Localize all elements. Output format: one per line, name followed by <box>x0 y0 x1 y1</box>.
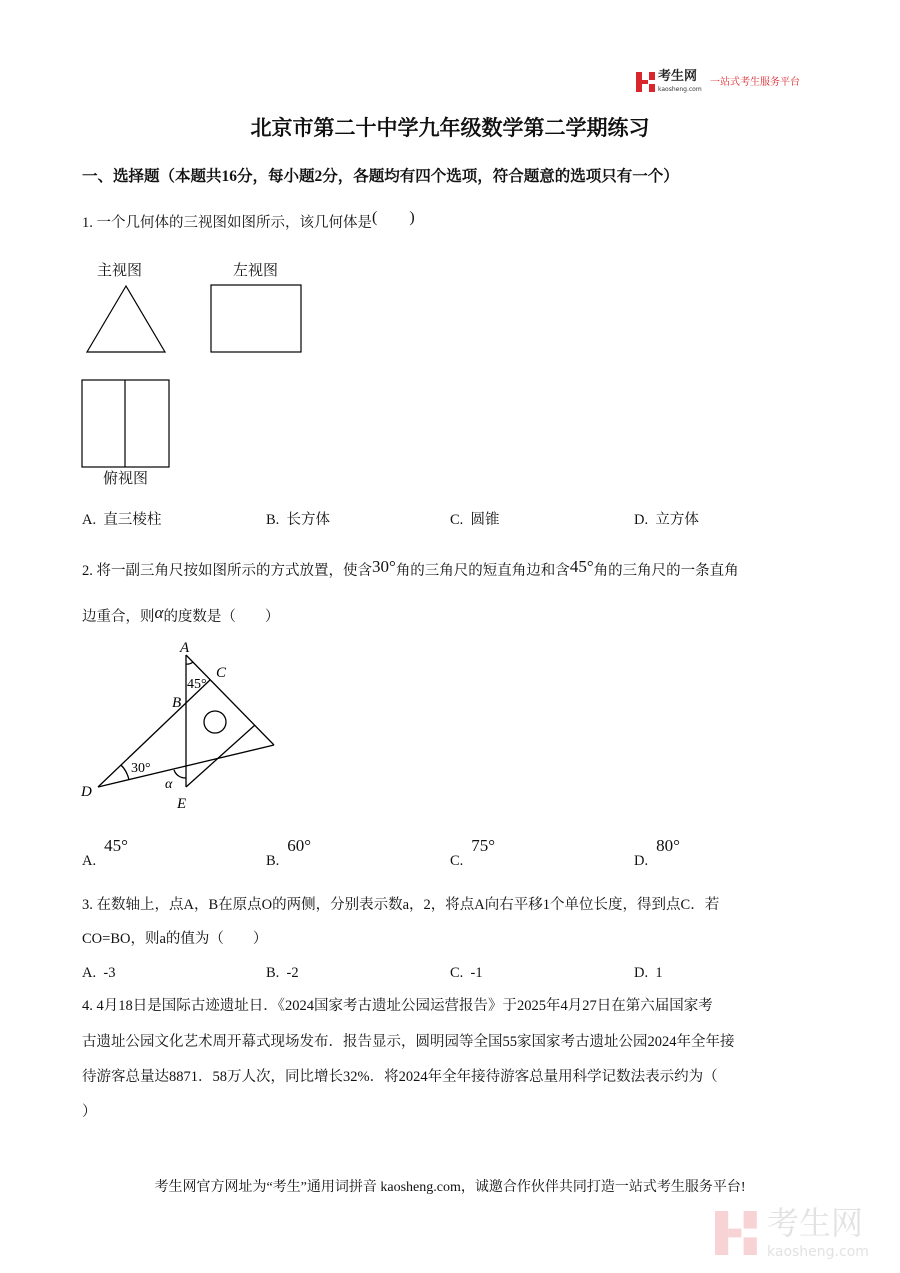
q4-line2: 古遗址公园文化艺术周开幕式现场发布．报告显示，圆明园等全国55家国家考古遗址公园2024年全年接 <box>82 1034 735 1050</box>
ruler-hole <box>204 711 226 733</box>
angle-arc-45 <box>186 662 193 664</box>
q4-line4: ） <box>82 1104 97 1120</box>
label-e: E <box>177 796 187 812</box>
edge-e-side <box>186 725 255 787</box>
front-view-label: 主视图 <box>97 263 143 279</box>
label-30: 30° <box>131 761 151 776</box>
q2-text-c: 角的三角尺的一条直角 <box>593 563 739 579</box>
q4-line3: 待游客总量达8871．58万人次，同比增长32%．将2024年全年接待游客总量用科学记数法表示约为（ <box>82 1069 718 1085</box>
edge-dc <box>98 680 210 787</box>
logo-text: 考生网 <box>658 69 698 84</box>
q2-alpha: α <box>154 603 164 622</box>
q3-option-a[interactable]: A. -3 <box>82 965 116 981</box>
q3-option-b[interactable]: B. -2 <box>266 965 299 981</box>
footer-text: 考生网官方网址为“考生”通用词拼音 kaosheng.com，诚邀合作伙伴共同打造一站式考生服务平台! <box>154 1180 746 1195</box>
watermark-icon <box>715 1210 759 1256</box>
angle-arc-30 <box>121 765 129 780</box>
q3-line2: CO=BO，则a的值为（ ） <box>82 931 268 947</box>
label-a: A <box>180 640 190 656</box>
watermark-text: 考生网 <box>767 1204 864 1242</box>
top-view-label: 俯视图 <box>103 471 149 487</box>
q4-line1: 4. 4月18日是国际古迹遗址日．《2024国家考古遗址公园运营报告》于2025年4月27日在第六届国家考 <box>82 998 713 1014</box>
q2-option-b[interactable]: B.60° <box>266 836 312 869</box>
q2-text-b: 角的三角尺的短直角边和含 <box>395 563 570 579</box>
q3-line1: 3. 在数轴上，点A，B在原点O的两侧，分别表示数a，2，将点A向右平移1个单位长度，得到点C．若 <box>82 897 720 913</box>
q1-option-a[interactable]: A. 直三棱柱 <box>82 512 162 528</box>
label-alpha: α <box>165 777 173 792</box>
q3-option-c[interactable]: C. -1 <box>450 965 483 981</box>
logo-icon <box>636 72 656 92</box>
q2-text-d: 边重合，则 <box>82 609 155 625</box>
label-c: C <box>216 665 227 681</box>
section-heading: 一、选择题（本题共16分，每小题2分，各题均有四个选项，符合题意的选项只有一个） <box>82 168 679 185</box>
left-view-label: 左视图 <box>233 263 279 279</box>
header-slogan: 一站式考生服务平台 <box>710 77 800 88</box>
label-b: B <box>172 695 182 711</box>
q1-text: 1. 一个几何体的三视图如图所示，该几何体是 <box>82 215 372 231</box>
q2-option-d[interactable]: D.80° <box>634 836 680 869</box>
logo-sub: kaosheng.com <box>658 86 702 93</box>
q2-option-a[interactable]: A.45° <box>82 836 128 869</box>
q2-deg30: 30° <box>372 557 396 576</box>
triangle-rulers-figure <box>0 0 320 820</box>
edge-a-right <box>186 655 274 745</box>
header-logo <box>636 70 816 96</box>
angle-arc-alpha <box>174 770 186 778</box>
q1-option-c[interactable]: C. 圆锥 <box>450 512 500 528</box>
q1-option-d[interactable]: D. 立方体 <box>634 512 699 528</box>
q3-option-d[interactable]: D. 1 <box>634 965 663 981</box>
q2-text-e: 的度数是（ ） <box>163 609 280 625</box>
page-title: 北京市第二十中学九年级数学第二学期练习 <box>250 116 650 140</box>
q2-deg45: 45° <box>569 557 594 576</box>
q1-option-b[interactable]: B. 长方体 <box>266 512 331 528</box>
label-45: 45° <box>187 677 207 692</box>
q1-paren: ( ) <box>372 209 415 226</box>
watermark-sub: kaosheng.com <box>767 1244 869 1260</box>
q2-text-a: 2. 将一副三角尺按如图所示的方式放置，使含 <box>82 563 372 579</box>
label-d: D <box>81 784 92 800</box>
q2-option-c[interactable]: C.75° <box>450 836 496 869</box>
watermark-logo <box>715 1206 895 1268</box>
